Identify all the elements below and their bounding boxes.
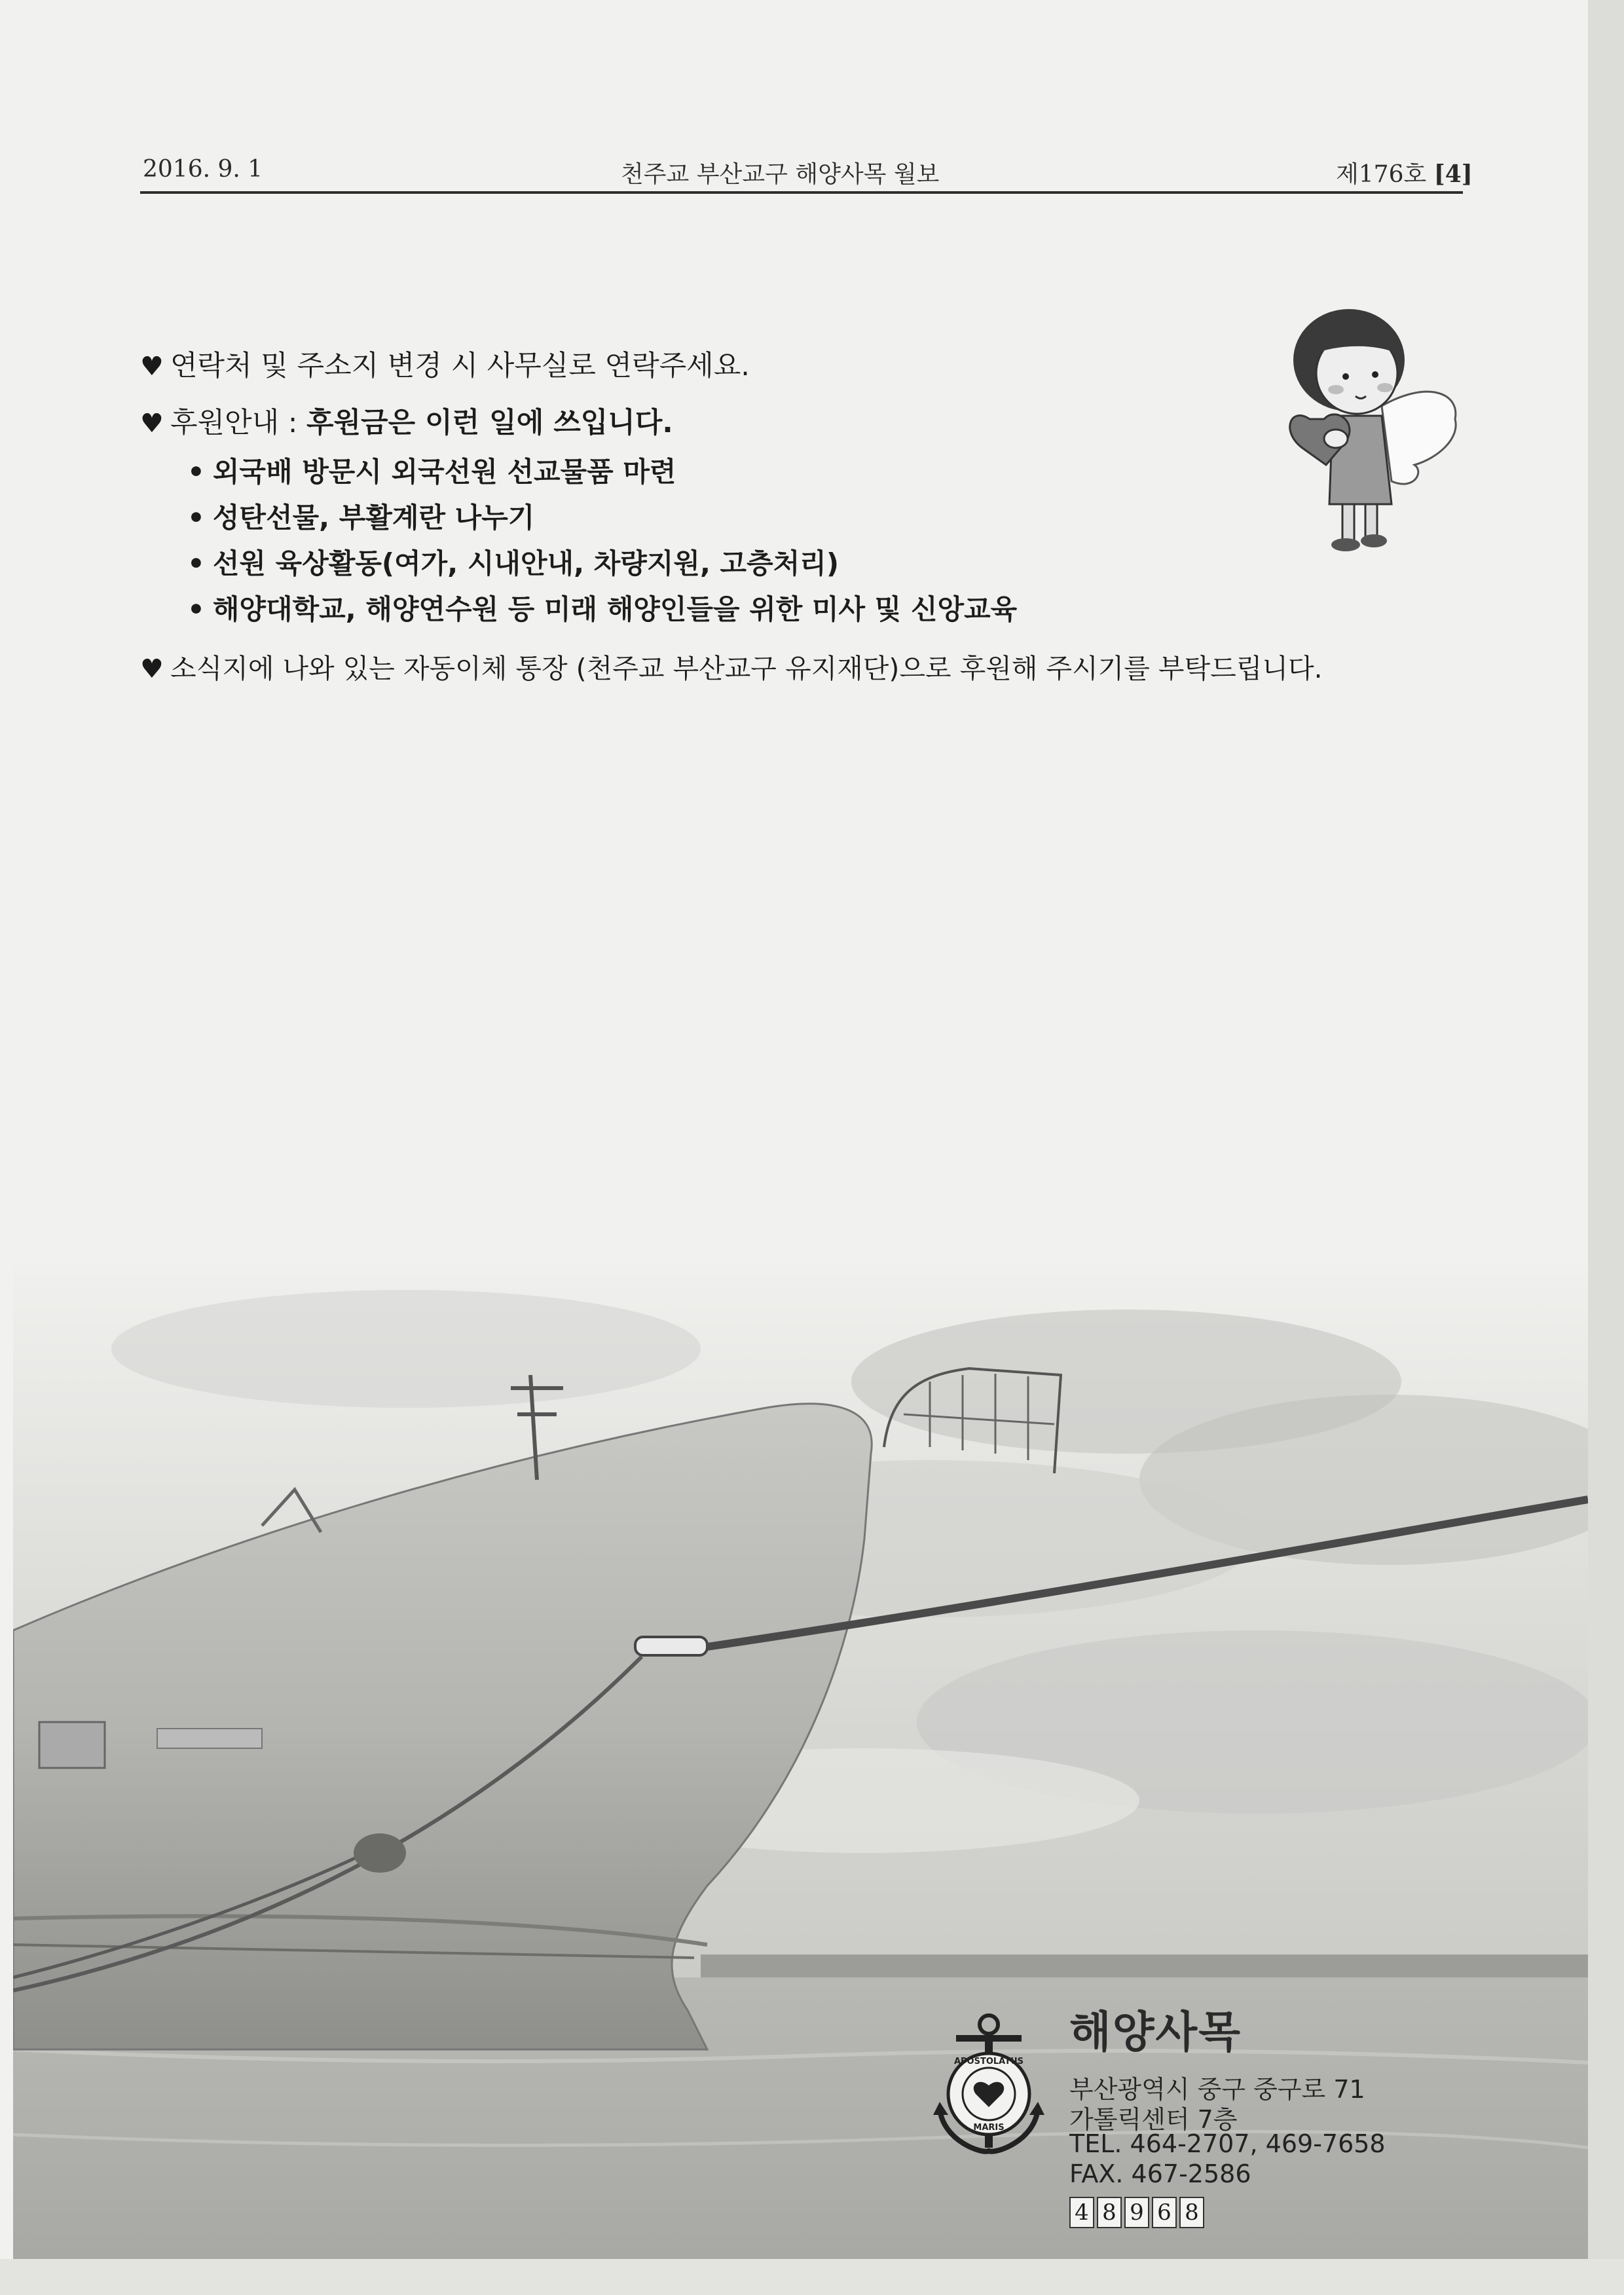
header-rule <box>140 191 1463 194</box>
notice-contact-change <box>140 344 750 384</box>
donation-item <box>187 450 676 490</box>
header-date: 2016. 9. 1 <box>143 156 263 183</box>
bullet-dot-icon: • <box>187 547 205 579</box>
bullet-dot-icon: • <box>187 456 205 488</box>
donation-item-text: 성탄선물, 부활계란 나누기 <box>212 502 535 534</box>
zip-digit: 6 <box>1152 2197 1177 2228</box>
issue-number: 제176호 <box>1336 161 1427 188</box>
header-issue <box>1336 156 1473 195</box>
heart-icon: ♥ <box>140 654 164 684</box>
donation-item <box>187 588 1017 627</box>
logo-text-bottom: MARIS <box>973 2123 1005 2133</box>
donation-item-text: 외국배 방문시 외국선원 선교물품 마련 <box>212 456 676 488</box>
phone-number: TEL. 464-2707, 469-7658 <box>1069 2129 1386 2158</box>
zip-digit: 9 <box>1124 2197 1149 2228</box>
address-line2: 가톨릭센터 7층 <box>1069 2105 1238 2134</box>
notice-donation-guide <box>140 401 673 441</box>
notice-heading: 후원금은 이런 일에 쓰입니다. <box>306 407 673 439</box>
donation-item <box>187 496 534 536</box>
scan-bottom-edge <box>0 2259 1624 2295</box>
zip-digit: 8 <box>1097 2197 1122 2228</box>
heart-icon: ♥ <box>140 352 164 382</box>
notice-text: 연락처 및 주소지 변경 시 사무실로 연락주세요. <box>170 350 750 382</box>
scan-edge <box>1588 0 1624 2295</box>
org-name: 해양사목 <box>1069 2007 1242 2057</box>
zip-digit: 8 <box>1179 2197 1204 2228</box>
bullet-dot-icon: • <box>187 593 205 625</box>
postal-code <box>1069 2197 1204 2228</box>
donation-item-text: 해양대학교, 해양연수원 등 미래 해양인들을 위한 미사 및 신앙교육 <box>212 593 1018 625</box>
donation-item <box>187 542 839 581</box>
notice-auto-transfer <box>140 647 1323 686</box>
anchor-heart-logo <box>930 2010 1048 2161</box>
ship-photo <box>13 1264 1588 2259</box>
header-title: 천주교 부산교구 해양사목 월보 <box>621 161 940 188</box>
donation-item-text: 선원 육상활동(여가, 시내안내, 차량지원, 고층처리) <box>212 547 840 579</box>
fax-number: FAX. 467-2586 <box>1069 2159 1251 2188</box>
heart-icon: ♥ <box>140 409 164 439</box>
notice-text: 소식지에 나와 있는 자동이체 통장 (천주교 부산교구 유지재단)으로 후원해 주시기를 부탁드립니다. <box>170 653 1323 684</box>
notice-label: 후원안내 : <box>170 407 306 439</box>
address-line1: 부산광역시 중구 중구로 71 <box>1069 2075 1365 2104</box>
logo-text-top: APOSTOLATUS <box>953 2057 1024 2066</box>
zip-digit: 4 <box>1069 2197 1094 2228</box>
page-number: [4] <box>1433 160 1473 188</box>
angel-illustration <box>1283 308 1460 563</box>
bullet-dot-icon: • <box>187 502 205 534</box>
